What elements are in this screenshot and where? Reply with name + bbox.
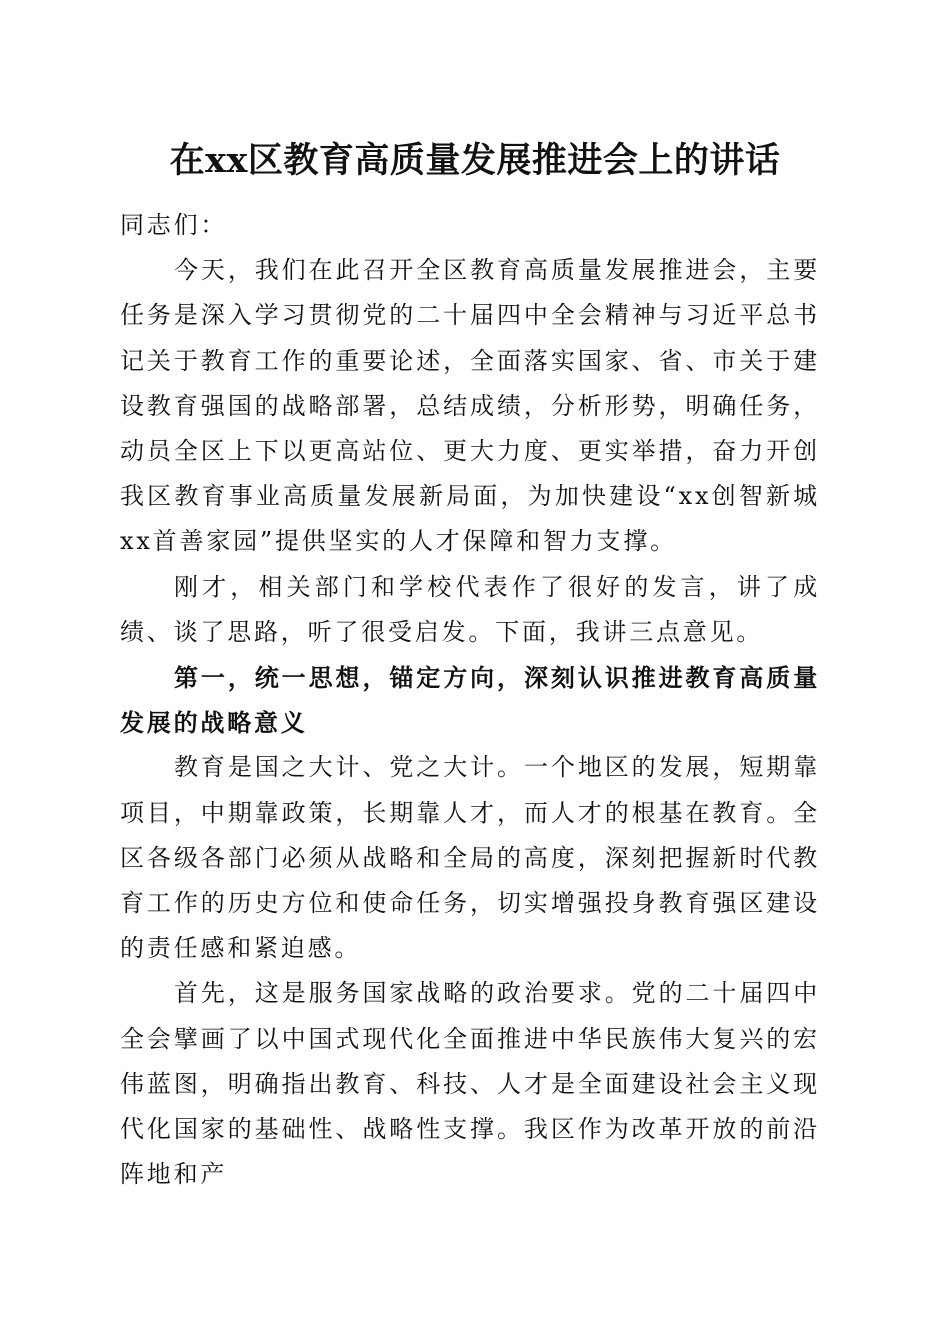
paragraph-national-strategy: 首先，这是服务国家战略的政治要求。党的二十届四中全会擘画了以中国式现代化全面推进中华民族伟大复兴的宏伟蓝图，明确指出教育、科技、人才是全面建设社会主义现代化国家的基础性、战略性支撑。我区作为改革开放的前沿阵地和产 <box>120 979 820 1189</box>
salutation: 同志们： <box>120 211 228 239</box>
document-title: 在xx区教育高质量发展推进会上的讲话 <box>169 140 781 181</box>
paragraph-transition: 刚才，相关部门和学校代表作了很好的发言，讲了成绩、谈了思路，听了很受启发。下面，我讲三点意见。 <box>120 572 820 646</box>
paragraph-education-importance: 教育是国之大计、党之大计。一个地区的发展，短期靠项目，中期靠政策，长期靠人才，而人才的根基在教育。全区各级各部门必须从战略和全局的高度，深刻把握新时代教育工作的历史方位和使命任务，切实增强投身教育强区建设的责任感和紧迫感。 <box>120 753 820 963</box>
document-body <box>120 203 820 1197</box>
section-heading-first: 第一，统一思想，锚定方向，深刻认识推进教育高质量发展的战略意义 <box>120 663 820 738</box>
paragraph-opening: 今天，我们在此召开全区教育高质量发展推进会，主要任务是深入学习贯彻党的二十届四中全会精神与习近平总书记关于教育工作的重要论述，全面落实国家、省、市关于建设教育强国的战略部署，总结成绩，分析形势，明确任务，动员全区上下以更高站位、更大力度、更实举措，奋力开创我区教育事业高质量发展新局面，为加快建设“xx创智新城xx首善家园”提供坚实的人才保障和智力支撑。 <box>120 256 820 556</box>
